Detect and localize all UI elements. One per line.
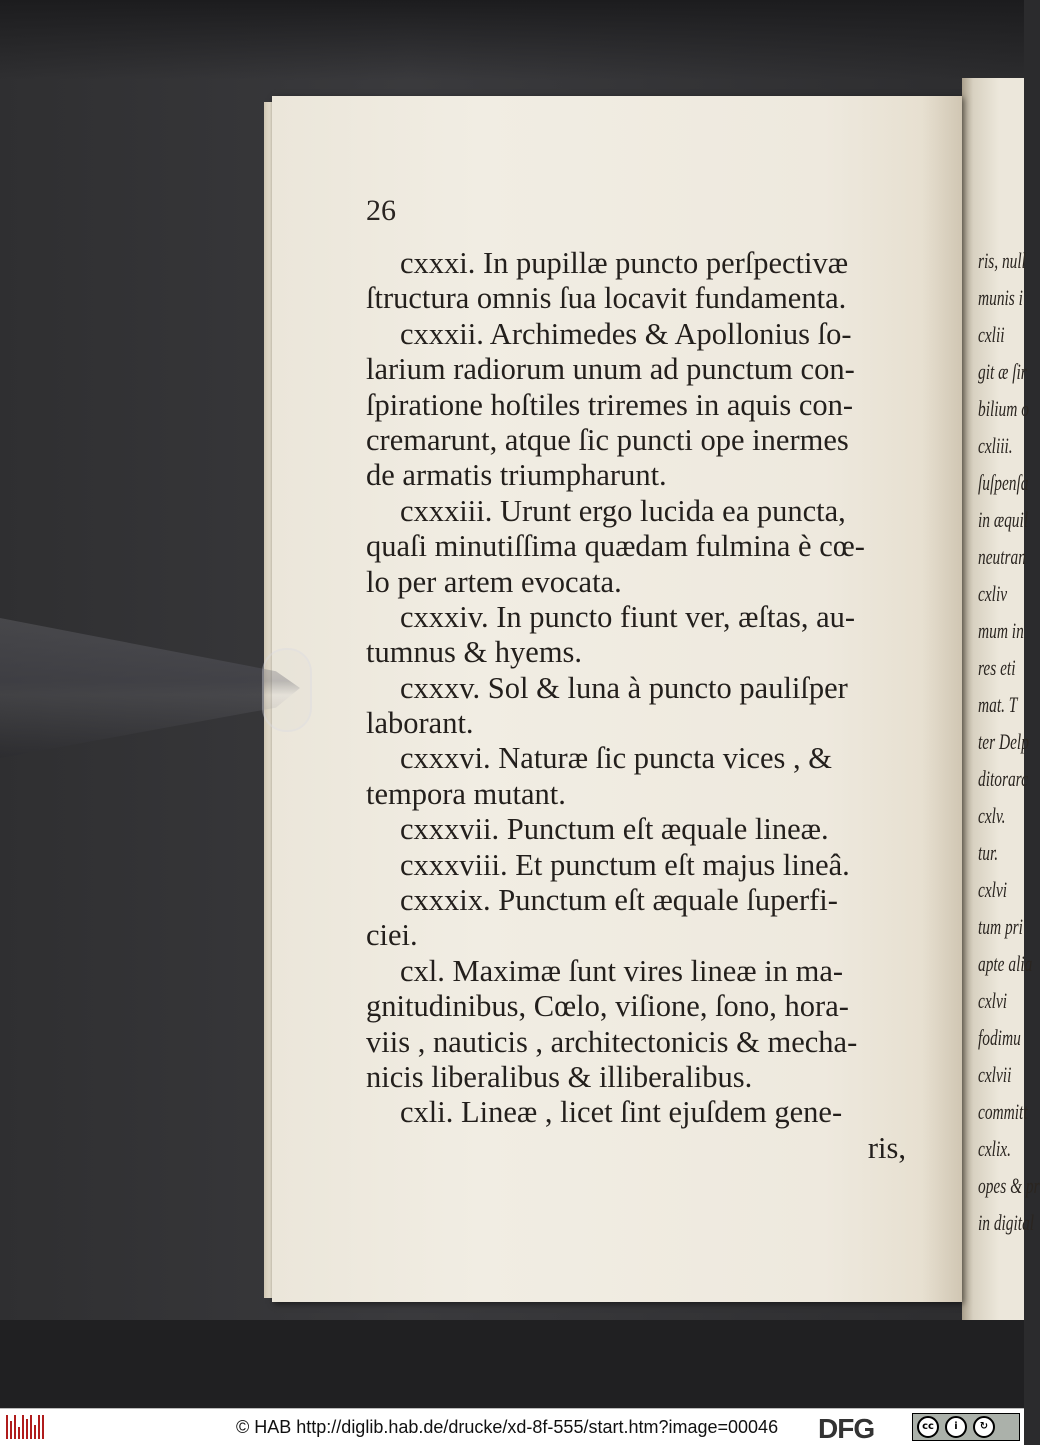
text-line: cxxxvii. Punctum eſt æquale lineæ. [400,812,829,847]
text-line: ſtructura omnis ſua locavit fundamenta. [366,281,847,316]
text-line: cxxxiii. Urunt ergo lucida ea puncta, [400,493,846,528]
facing-page-line: mum in [978,618,1024,643]
facing-page-line: cxlii [978,322,1005,347]
book-clamp-tip [262,648,312,732]
text-line: cremarunt, atque ſic puncti ope inermes [366,422,849,457]
text-line: cxl. Maximæ ſunt vires lineæ in ma- [400,953,844,988]
facing-page [962,78,1040,1328]
text-line: cxli. Lineæ , licet ſint ejuſdem gene- [400,1095,843,1130]
facing-page-line: fodimu [978,1025,1021,1050]
bottom-shadow [0,1320,1024,1408]
text-line: cxxxviii. Et punctum eſt majus lineâ. [400,847,850,882]
text-line: cxxxi. In pupillæ puncto perſpectivæ [400,246,849,280]
facing-page-line: bilium o [978,396,1029,421]
facing-page-line: ſuſpenſa [978,470,1029,495]
book-page [272,96,962,1302]
facing-page-line: ris, null [978,248,1026,273]
facing-page-line: munis i [978,285,1023,310]
facing-page-line: ter Delp [978,729,1029,754]
facing-page-line: cxlvi [978,877,1008,902]
text-line: cxxxii. Archimedes & Apollonius ſo- [400,316,852,351]
facing-page-line: apte alia [978,951,1033,976]
page-number: 26 [366,194,396,227]
text-line: nicis liberalibus & illiberalibus. [366,1059,753,1094]
facing-page-line: cxlvii [978,1062,1012,1087]
cc-icon: cc [917,1416,939,1438]
text-line: cxxxv. Sol & luna à puncto pauliſper [400,670,848,705]
by-icon: i [945,1416,967,1438]
catchword: ris, [867,1130,906,1165]
facing-page-line: git æ ſir [978,359,1027,384]
facing-page-line: cxlix. [978,1136,1011,1161]
text-line: cxxxvi. Naturæ ſic puncta vices , & [400,741,832,776]
footer-credit-link[interactable]: © HAB http://diglib.hab.de/drucke/xd-8f-555/start.htm?image=00046 [236,1417,779,1437]
text-line: larium radiorum unum ad punctum con- [366,352,855,387]
text-line: ſpiratione hoſtiles triremes in aquis con- [366,387,854,422]
text-line: viis , nauticis , architectonicis & mecha- [366,1024,858,1059]
hab-logo-icon [6,1415,44,1439]
text-line: lo per artem evocata. [366,564,622,599]
facing-page-line: cxliii. [978,433,1013,458]
text-line: de armatis triumpharunt. [366,458,667,493]
facing-page-line: in digital [978,1210,1035,1235]
facing-page-line: opes & pr [978,1173,1040,1198]
facing-page-line: cxliv [978,581,1008,606]
page-text [366,246,906,1166]
text-line: tempora mutant. [366,776,566,811]
facing-page-line: ditorarc [978,766,1028,791]
text-line: laborant. [366,706,474,741]
facing-page-line: mat. T [978,692,1018,717]
facing-page-line: cxlv. [978,803,1006,828]
dfg-logo: DFG [818,1413,875,1444]
top-shadow [0,0,1024,80]
facing-page-line: res eti [978,655,1016,680]
facing-page-line: tur. [978,840,999,865]
footer-bar [0,1408,1024,1445]
text-line: ciei. [366,918,418,953]
text-line: cxxxix. Punctum eſt æquale ſuperfi- [400,883,838,918]
sa-icon: ↻ [973,1416,995,1438]
facing-page-line: tum pri [978,914,1023,939]
license-badge[interactable] [912,1413,1020,1441]
text-line: quaſi minutiſſima quædam fulmina è cœ- [366,529,865,564]
facing-page-line: cxlvi [978,988,1008,1013]
text-line: cxxxiv. In puncto fiunt ver, æſtas, au- [400,599,856,634]
facing-page-line: in æquil [978,507,1029,532]
text-line: tumnus & hyems. [366,635,583,670]
gutter-shadow [922,96,962,1302]
facing-page-line: committ [978,1099,1028,1124]
text-line: gnitudinibus, Cœlo, viſione, ſono, hora- [366,989,849,1024]
facing-page-line: neutran [978,544,1026,569]
